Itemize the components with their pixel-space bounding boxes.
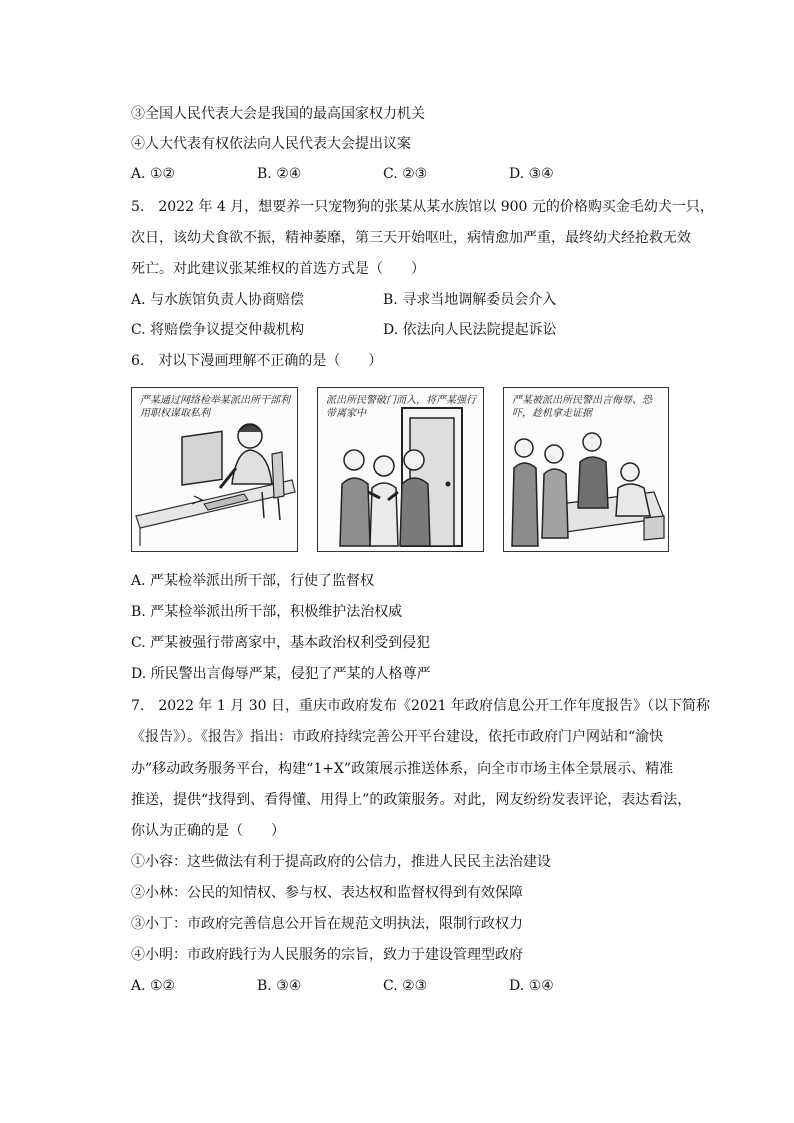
- q7-stem-line-1: 7. 2022 年 1 月 30 日，重庆市政府发布《2021 年政府信息公开工作年度报告》（以下简称: [131, 698, 711, 714]
- q4-statement-4: ④人大代表有权依法向人民代表大会提出议案: [131, 136, 411, 152]
- q7-statement-2: ②小林：公民的知情权、参与权、表达权和监督权得到有效保障: [131, 885, 523, 901]
- q5-option-b[interactable]: B. 寻求当地调解委员会介入: [383, 292, 557, 308]
- q5-stem-line-2: 次日，该幼犬食欲不振，精神萎靡，第三天开始呕吐，病情愈加严重，最终幼犬经抢救无效: [131, 230, 691, 246]
- q7-stem-line-3: 办”移动政务服务平台，构建“1+X”政策展示推送体系，向全市市场主体全景展示、精准: [131, 761, 674, 777]
- q4-option-b[interactable]: B. ②④: [257, 166, 302, 182]
- q7-stem-line-5: 你认为正确的是（ ）: [131, 823, 285, 839]
- q6-stem: 6. 对以下漫画理解不正确的是（ ）: [131, 353, 383, 369]
- comic-panel-2-caption: 派出所民警破门而入，将严某强行带离家中: [326, 395, 476, 419]
- q7-statement-3: ③小丁：市政府完善信息公开旨在规范文明执法，限制行政权力: [131, 916, 523, 932]
- q5-option-a[interactable]: A. 与水族馆负责人协商赔偿: [131, 292, 305, 308]
- q4-statement-3: ③全国人民代表大会是我国的最高国家权力机关: [131, 106, 425, 122]
- q4-option-d[interactable]: D. ③④: [509, 166, 554, 182]
- comic-panel-3: [503, 387, 669, 552]
- q6-option-b[interactable]: B. 严某检举派出所干部，积极维护法治权威: [131, 604, 403, 620]
- comic-panel-3-caption: 严某被派出所民警出言侮辱、恐吓，趁机拿走证据: [512, 395, 652, 419]
- q6-option-a[interactable]: A. 严某检举派出所干部，行使了监督权: [131, 573, 375, 589]
- q7-stem-line-2: 《报告》）。《报告》指出：市政府持续完善公开平台建设，依托市政府门户网站和“渝快: [131, 729, 664, 745]
- comic-panel-1-caption: 严某通过网络检举某派出所干部利用职权谋取私利: [140, 395, 290, 419]
- comic-panel-2: [317, 387, 484, 552]
- q7-option-c[interactable]: C. ②③: [383, 978, 428, 994]
- q4-option-c[interactable]: C. ②③: [383, 166, 428, 182]
- q7-statement-4: ④小明：市政府践行为人民服务的宗旨，致力于建设管理型政府: [131, 947, 523, 963]
- comic-panel-1: [131, 387, 298, 552]
- q5-option-c[interactable]: C. 将赔偿争议提交仲裁机构: [131, 322, 305, 338]
- q7-stem-line-4: 推送，提供“找得到、看得懂、用得上”的政策服务。对此，网友纷纷发表评论，表达看法，: [131, 792, 692, 808]
- q7-option-a[interactable]: A. ①②: [131, 978, 176, 994]
- q7-statement-1: ①小容：这些做法有利于提高政府的公信力，推进人民民主法治建设: [131, 854, 551, 870]
- q5-stem-line-1: 5. 2022 年 4 月，想要养一只宠物狗的张某从某水族馆以 900 元的价格购买金毛幼犬一只，: [131, 199, 714, 215]
- q7-option-d[interactable]: D. ①④: [509, 978, 554, 994]
- q6-option-d[interactable]: D. 所民警出言侮辱严某，侵犯了严某的人格尊严: [131, 666, 431, 682]
- q5-option-d[interactable]: D. 依法向人民法院提起诉讼: [383, 322, 557, 338]
- q5-stem-line-3: 死亡。对此建议张某维权的首选方式是（ ）: [131, 261, 425, 277]
- q7-option-b[interactable]: B. ③④: [257, 978, 302, 994]
- q4-option-a[interactable]: A. ①②: [131, 166, 176, 182]
- q6-option-c[interactable]: C. 严某被强行带离家中，基本政治权利受到侵犯: [131, 635, 431, 651]
